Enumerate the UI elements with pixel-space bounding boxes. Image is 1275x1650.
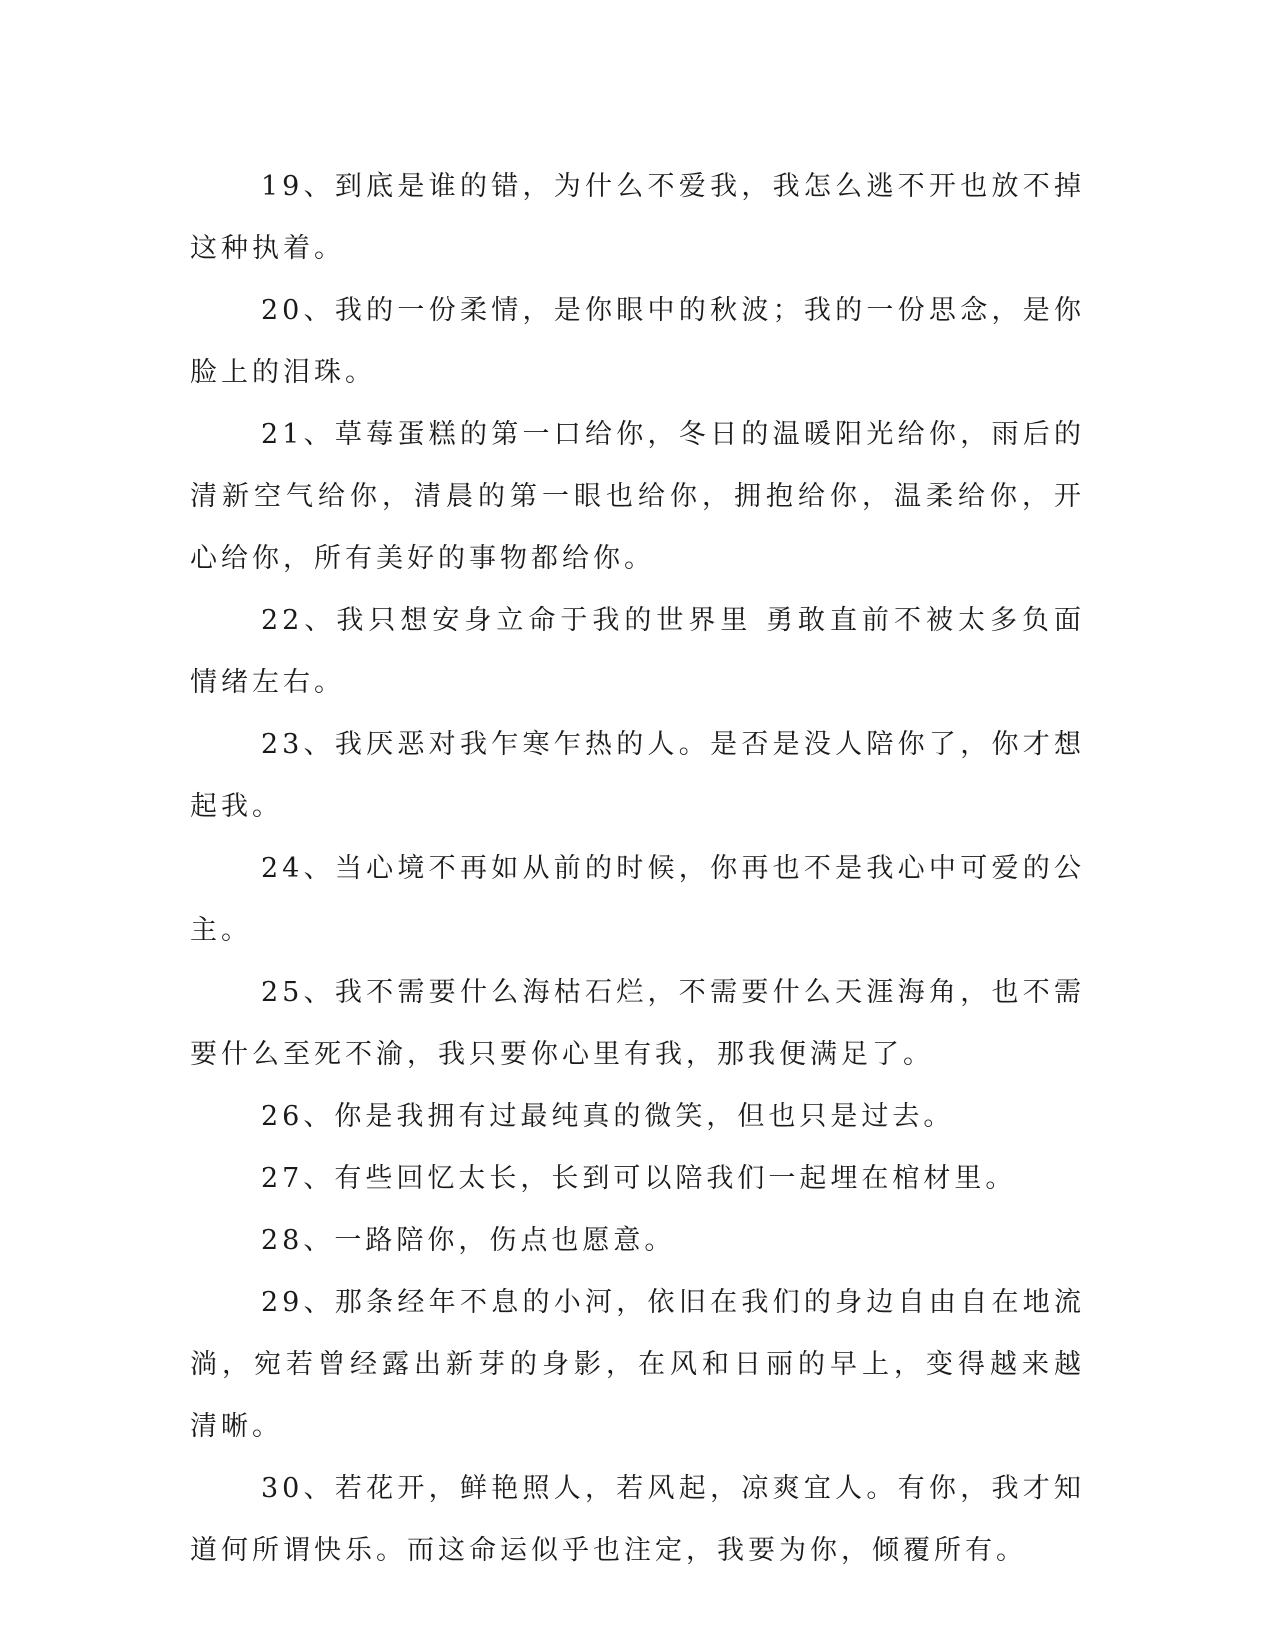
paragraph-22: 22、我只想安身立命于我的世界里 勇敢直前不被太多负面情绪左右。 (190, 605, 1085, 698)
paragraph-26: 26、你是我拥有过最纯真的微笑，但也只是过去。 (261, 1101, 955, 1132)
paragraph-25: 25、我不需要什么海枯石烂，不需要什么天涯海角，也不需要什么至死不渝，我只要你心里有我，那我便满足了。 (190, 977, 1085, 1070)
paragraph-29: 29、那条经年不息的小河，依旧在我们的身边自由自在地流淌，宛若曾经露出新芽的身影，在风和日丽的早上，变得越来越清晰。 (190, 1287, 1085, 1442)
paragraph-24: 24、当心境不再如从前的时候，你再也不是我心中可爱的公主。 (190, 853, 1085, 946)
paragraph-20: 20、我的一份柔情，是你眼中的秋波；我的一份思念，是你脸上的泪珠。 (190, 295, 1085, 388)
document-body (190, 156, 1085, 1582)
paragraph-28: 28、一路陪你，伤点也愿意。 (261, 1225, 676, 1256)
paragraph-27: 27、有些回忆太长，长到可以陪我们一起埋在棺材里。 (261, 1163, 1017, 1194)
paragraph-19: 19、到底是谁的错，为什么不爱我，我怎么逃不开也放不掉这种执着。 (190, 171, 1085, 264)
paragraph-30: 30、若花开，鲜艳照人，若风起，凉爽宜人。有你，我才知道何所谓快乐。而这命运似乎也注定，我要为你，倾覆所有。 (190, 1473, 1085, 1566)
paragraph-23: 23、我厌恶对我乍寒乍热的人。是否是没人陪你了，你才想起我。 (190, 729, 1085, 822)
paragraph-21: 21、草莓蛋糕的第一口给你，冬日的温暖阳光给你，雨后的清新空气给你，清晨的第一眼也给你，拥抱给你，温柔给你，开心给你，所有美好的事物都给你。 (190, 419, 1085, 574)
